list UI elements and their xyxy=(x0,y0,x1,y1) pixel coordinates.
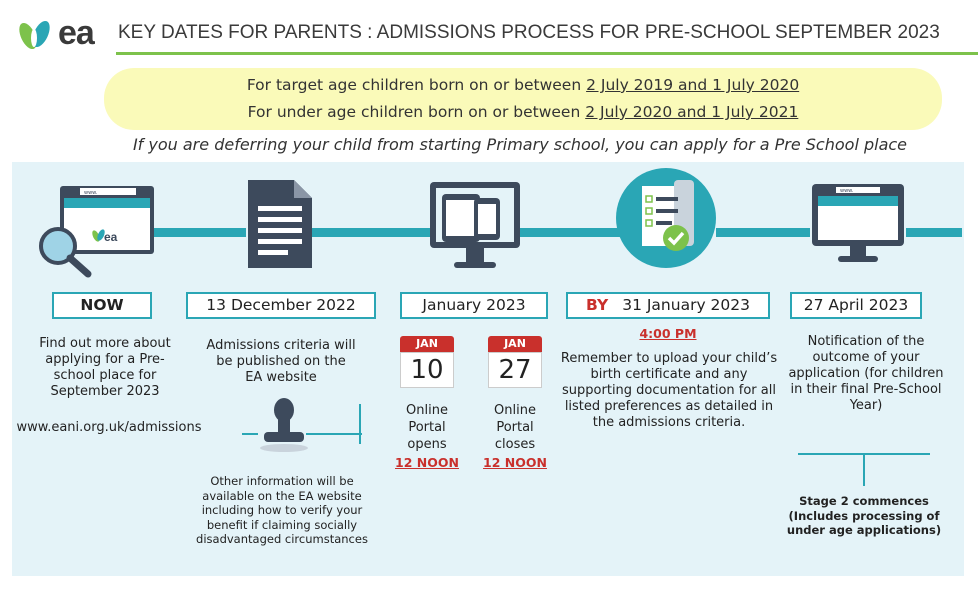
timeline-segment xyxy=(152,228,246,237)
now-label: NOW xyxy=(80,296,124,314)
calendar-month: JAN xyxy=(488,336,542,352)
april-label: 27 April 2023 xyxy=(803,296,909,314)
timeline-segment xyxy=(312,228,430,237)
devices-icon xyxy=(428,180,522,276)
ea-logo-icon xyxy=(14,16,58,54)
under-age-prefix: For under age children born on or between xyxy=(247,103,581,121)
deadline-label-box xyxy=(566,292,770,319)
browser-url: www. xyxy=(84,190,98,196)
target-age-dates: 2 July 2019 and 1 July 2020 xyxy=(586,76,800,94)
target-age-prefix: For target age children born on or between xyxy=(246,76,582,94)
deadline-label: 31 January 2023 xyxy=(622,296,750,314)
defer-note: If you are deferring your child from starting Primary school, you can apply for a Pre School place xyxy=(132,135,908,154)
under-age-dates: 2 July 2020 and 1 July 2021 xyxy=(585,103,799,121)
page-title: KEY DATES FOR PARENTS : ADMISSIONS PROCESS FOR PRE-SCHOOL SEPTEMBER 2023 xyxy=(118,22,940,43)
portal-opens-text: Online Portal opens xyxy=(406,403,448,452)
stage2-text: Stage 2 commences (Includes processing of under age applications) xyxy=(786,494,942,537)
deadline-time: 4:00 PM xyxy=(639,326,697,341)
january-label-box xyxy=(400,292,548,319)
january-label: January 2023 xyxy=(422,296,526,314)
checklist-icon xyxy=(614,166,718,270)
calendar-jan-10 xyxy=(400,336,454,388)
timeline-segment xyxy=(716,228,810,237)
admissions-url: www.eani.org.uk/admissions xyxy=(16,420,202,435)
by-prefix: BY xyxy=(586,296,609,314)
browser-search-icon xyxy=(36,184,160,284)
deadline-text: Remember to upload your child’s birth certificate and any supporting documentation for all listed preferences as detailed in the admissions criteria. xyxy=(560,351,778,430)
portal-closes-time: 12 NOON xyxy=(483,455,547,470)
under-age-line xyxy=(104,103,942,121)
screen-logo: ea xyxy=(104,230,118,244)
birth-dates-banner xyxy=(104,68,942,130)
december-label: 13 December 2022 xyxy=(206,296,356,314)
timeline-segment xyxy=(906,228,962,237)
calendar-jan-27 xyxy=(488,336,542,388)
april-label-box xyxy=(790,292,922,319)
target-age-line xyxy=(104,76,942,94)
monitor-icon xyxy=(810,182,906,266)
stage2-connector xyxy=(796,452,932,488)
calendar-day: 10 xyxy=(400,352,454,388)
document-icon xyxy=(246,178,314,270)
other-info-text: Other information will be available on the EA website including how to verify your benefit if claiming socially disadvantaged circumstances xyxy=(196,474,368,546)
timeline-segment xyxy=(520,228,628,237)
now-label-box xyxy=(52,292,152,319)
portal-closes-text: Online Portal closes xyxy=(494,403,536,452)
calendar-month: JAN xyxy=(400,336,454,352)
december-text: Admissions criteria will be published on the EA website xyxy=(206,338,356,385)
april-text: Notification of the outcome of your application (for children in their final Pre-School Year) xyxy=(788,334,944,413)
stamp-icon xyxy=(240,396,364,456)
calendar-day: 27 xyxy=(488,352,542,388)
december-label-box xyxy=(186,292,376,319)
ea-logo-text: ea xyxy=(58,14,94,52)
monitor-url: www. xyxy=(840,188,854,194)
now-text: Find out more about applying for a Pre-school place for September 2023 xyxy=(39,336,171,399)
portal-opens-time: 12 NOON xyxy=(395,455,459,470)
title-underline xyxy=(116,52,978,55)
